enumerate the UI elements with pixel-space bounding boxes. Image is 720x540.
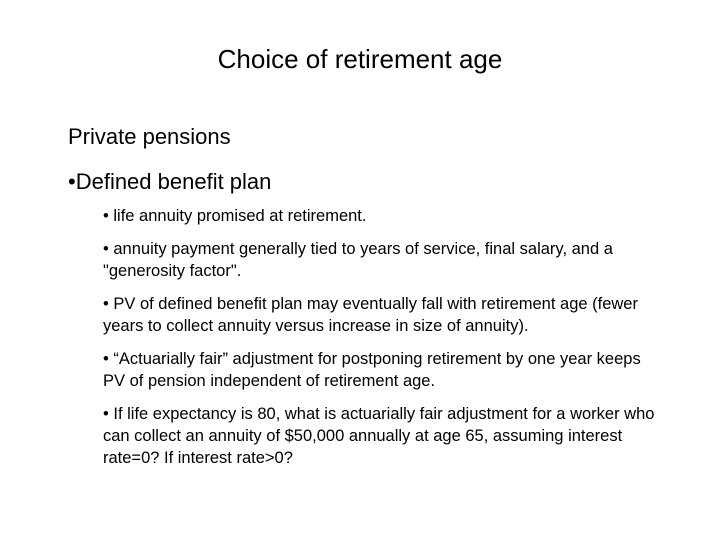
sub-bullet-payment-tied: • annuity payment generally tied to years of service, final salary, and a "generosity factor".	[103, 240, 613, 280]
sub-bullet-question: • If life expectancy is 80, what is actuarially fair adjustment for a worker who can collect an annuity of $50,000 annually at age 65, assuming interest rate=0? If interest rate>0?	[103, 405, 655, 467]
main-bullet: •Defined benefit plan	[68, 169, 272, 194]
sub-bullet-pv-fall: • PV of defined benefit plan may eventually fall with retirement age (fewer years to collect annuity versus increase in size of annuity).	[103, 295, 638, 335]
sub-bullet-actuarially-fair: • “Actuarially fair” adjustment for postponing retirement by one year keeps PV of pension independent of retirement age.	[103, 350, 641, 390]
slide-title: Choice of retirement age	[217, 44, 503, 74]
sub-bullet-annuity-promised: • life annuity promised at retirement.	[103, 207, 367, 225]
section-heading: Private pensions	[68, 124, 231, 149]
sub-bullet-list	[103, 205, 663, 480]
